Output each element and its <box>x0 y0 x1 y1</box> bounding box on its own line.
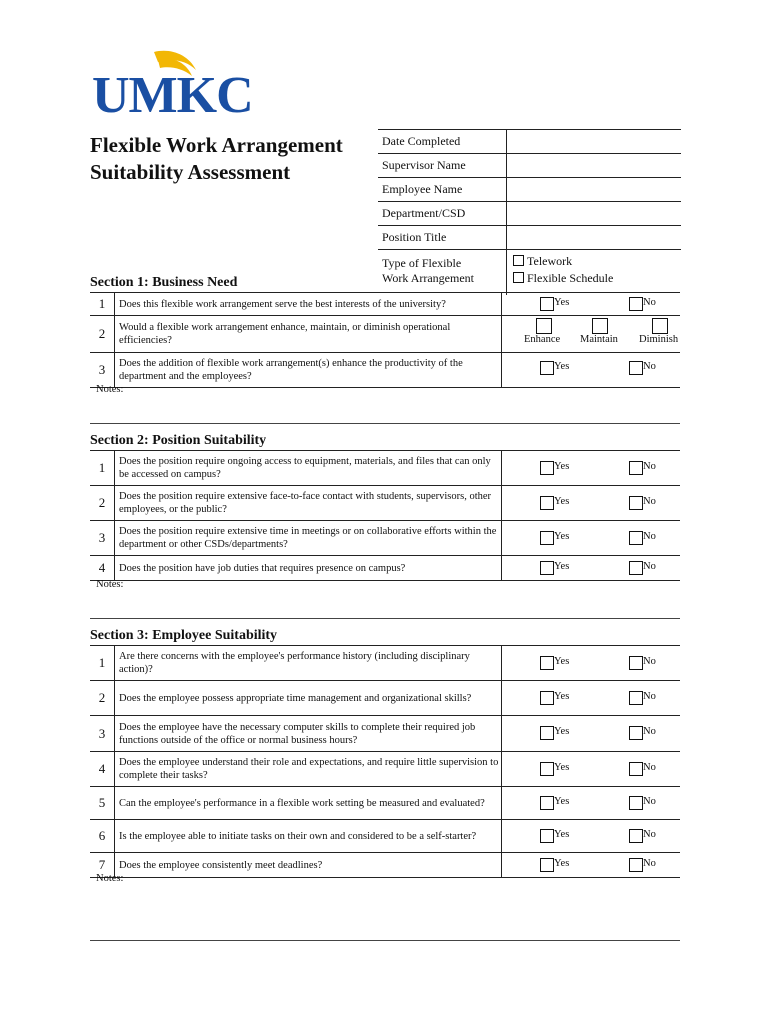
question-number: 3 <box>98 530 106 545</box>
no-checkbox[interactable] <box>629 496 643 510</box>
yes-label: Yes <box>554 796 570 807</box>
no-checkbox[interactable] <box>629 531 643 545</box>
page-title: Flexible Work Arrangement Suitability Assessment <box>90 133 343 184</box>
table-row <box>90 715 680 751</box>
no-checkbox[interactable] <box>629 829 643 843</box>
umkc-logo <box>92 48 253 124</box>
question-number: 2 <box>98 495 106 510</box>
field-label: Position Title <box>382 230 447 244</box>
no-label: No <box>643 858 656 869</box>
no-label: No <box>643 796 656 807</box>
question-number: 7 <box>98 857 106 872</box>
no-label: No <box>643 496 656 507</box>
question-number: 5 <box>98 795 106 810</box>
flexible-schedule-label: Flexible Schedule <box>527 271 614 285</box>
table-row <box>90 352 680 388</box>
no-label: No <box>643 691 656 702</box>
no-label: No <box>643 361 656 372</box>
section-3-notes-label: Notes: <box>96 873 124 884</box>
yes-checkbox[interactable] <box>540 829 554 843</box>
arrangement-type-row <box>378 249 681 295</box>
answer-cell <box>501 353 680 387</box>
field-label: Date Completed <box>382 134 461 148</box>
employee-name-row <box>378 177 681 201</box>
table-row <box>90 819 680 852</box>
answer-cell <box>501 316 680 352</box>
diminish-checkbox[interactable] <box>652 318 668 334</box>
arrangement-label-line1: Type of Flexible <box>382 256 462 270</box>
question-number: 2 <box>98 326 106 341</box>
no-label: No <box>643 762 656 773</box>
question-number: 1 <box>98 296 106 311</box>
yes-checkbox[interactable] <box>540 796 554 810</box>
yes-label: Yes <box>554 762 570 773</box>
department-field[interactable] <box>506 202 681 225</box>
no-checkbox[interactable] <box>629 726 643 740</box>
answer-cell <box>501 752 680 786</box>
question-number: 4 <box>98 560 106 575</box>
field-label: Department/CSD <box>382 206 466 220</box>
maintain-label: Maintain <box>580 334 618 345</box>
yes-checkbox[interactable] <box>540 726 554 740</box>
no-checkbox[interactable] <box>629 561 643 575</box>
field-label: Supervisor Name <box>382 158 466 172</box>
question-text: Does the position require ongoing access to equipment, materials, and files that can only be accessed on campus? <box>114 451 501 485</box>
no-label: No <box>643 829 656 840</box>
no-checkbox[interactable] <box>629 858 643 872</box>
yes-checkbox[interactable] <box>540 691 554 705</box>
department-row <box>378 201 681 225</box>
no-label: No <box>643 726 656 737</box>
yes-checkbox[interactable] <box>540 656 554 670</box>
yes-label: Yes <box>554 561 570 572</box>
answer-cell <box>501 556 680 580</box>
no-checkbox[interactable] <box>629 297 643 311</box>
question-text: Are there concerns with the employee's performance history (including disciplinary action)? <box>114 646 501 680</box>
enhance-label: Enhance <box>524 334 561 345</box>
yes-label: Yes <box>554 461 570 472</box>
answer-cell <box>501 486 680 520</box>
diminish-label: Diminish <box>639 334 679 345</box>
question-text: Does the employee consistently meet deadlines? <box>114 853 501 877</box>
no-checkbox[interactable] <box>629 361 643 375</box>
section-3-notes-line <box>90 940 680 941</box>
question-text: Would a flexible work arrangement enhance, maintain, or diminish operational efficiencies? <box>114 316 501 352</box>
question-text: Does the employee understand their role and expectations, and require little supervision to complete their tasks? <box>114 752 501 786</box>
answer-cell <box>501 646 680 680</box>
yes-label: Yes <box>554 496 570 507</box>
section-1-notes-label: Notes: <box>96 384 124 395</box>
supervisor-name-field[interactable] <box>506 154 681 177</box>
yes-label: Yes <box>554 297 570 308</box>
table-row <box>90 485 680 520</box>
telework-option[interactable] <box>513 253 681 270</box>
question-text: Does the position have job duties that requires presence on campus? <box>114 556 501 580</box>
telework-label: Telework <box>527 254 573 268</box>
table-row <box>90 786 680 819</box>
question-number: 1 <box>98 655 106 670</box>
yes-checkbox[interactable] <box>540 531 554 545</box>
enhance-checkbox[interactable] <box>536 318 552 334</box>
question-text: Does this flexible work arrangement serve the best interests of the university? <box>114 293 501 315</box>
no-label: No <box>643 531 656 542</box>
no-label: No <box>643 561 656 572</box>
flexible-schedule-option[interactable] <box>513 270 681 287</box>
flexible-schedule-checkbox[interactable] <box>513 272 524 283</box>
no-label: No <box>643 656 656 667</box>
answer-cell <box>501 681 680 715</box>
question-text: Is the employee able to initiate tasks on their own and considered to be a self-starter? <box>114 820 501 852</box>
section-2-table <box>90 450 680 581</box>
yes-label: Yes <box>554 691 570 702</box>
answer-cell <box>501 521 680 555</box>
yes-label: Yes <box>554 858 570 869</box>
maintain-checkbox[interactable] <box>592 318 608 334</box>
arrangement-label <box>378 250 506 295</box>
yes-checkbox[interactable] <box>540 361 554 375</box>
answer-cell <box>501 787 680 819</box>
table-row <box>90 450 680 485</box>
field-label: Employee Name <box>382 182 463 196</box>
section-3-table <box>90 645 680 878</box>
no-checkbox[interactable] <box>629 691 643 705</box>
section-1-notes-line <box>90 423 680 424</box>
no-checkbox[interactable] <box>629 796 643 810</box>
question-number: 3 <box>98 362 106 377</box>
question-text: Does the employee possess appropriate time management and organizational skills? <box>114 681 501 715</box>
table-row <box>90 292 680 315</box>
no-label: No <box>643 297 656 308</box>
section-1-table <box>90 292 680 388</box>
yes-checkbox[interactable] <box>540 858 554 872</box>
yes-label: Yes <box>554 531 570 542</box>
question-text: Does the employee have the necessary computer skills to complete their required job functions outside of the office or normal business hours? <box>114 716 501 751</box>
employee-name-field[interactable] <box>506 178 681 201</box>
yes-label: Yes <box>554 829 570 840</box>
table-row <box>90 645 680 680</box>
section-1-title: Section 1: Business Need <box>90 275 238 290</box>
position-title-field[interactable] <box>506 226 681 249</box>
table-row <box>90 315 680 352</box>
question-text: Can the employee's performance in a flexible work setting be measured and evaluated? <box>114 787 501 819</box>
arrangement-options <box>506 250 681 295</box>
table-row <box>90 751 680 786</box>
question-text: Does the position require extensive time in meetings or on collaborative efforts within the department or other CSDs/departments? <box>114 521 501 555</box>
table-row <box>90 520 680 555</box>
question-number: 4 <box>98 761 106 776</box>
table-row <box>90 555 680 581</box>
position-title-row <box>378 225 681 249</box>
question-text: Does the addition of flexible work arrangement(s) enhance the productivity of the department and the employees? <box>114 353 501 387</box>
logo-text: UMKC <box>92 67 253 124</box>
header-fields-table <box>378 129 681 295</box>
question-number: 3 <box>98 725 106 741</box>
yes-checkbox[interactable] <box>540 561 554 575</box>
yes-checkbox[interactable] <box>540 762 554 776</box>
answer-cell <box>501 853 680 877</box>
yes-label: Yes <box>554 361 570 372</box>
no-checkbox[interactable] <box>629 461 643 475</box>
question-text: Does the position require extensive face-to-face contact with students, supervisors, other employees, or the public? <box>114 486 501 520</box>
date-completed-field[interactable] <box>506 130 681 153</box>
section-2-notes-label: Notes: <box>96 579 124 590</box>
answer-cell <box>501 820 680 852</box>
question-number: 2 <box>98 690 106 705</box>
yes-label: Yes <box>554 656 570 667</box>
date-completed-row <box>378 129 681 153</box>
telework-checkbox[interactable] <box>513 255 524 266</box>
yes-checkbox[interactable] <box>540 461 554 475</box>
yes-checkbox[interactable] <box>540 496 554 510</box>
section-2-notes-line <box>90 618 680 619</box>
answer-cell <box>501 293 680 315</box>
yes-checkbox[interactable] <box>540 297 554 311</box>
yes-label: Yes <box>554 726 570 737</box>
no-label: No <box>643 461 656 472</box>
section-2-title: Section 2: Position Suitability <box>90 433 267 448</box>
section-3-title: Section 3: Employee Suitability <box>90 628 278 643</box>
question-number: 1 <box>98 460 106 475</box>
supervisor-name-row <box>378 153 681 177</box>
question-number: 6 <box>98 828 106 843</box>
answer-cell <box>501 451 680 485</box>
no-checkbox[interactable] <box>629 762 643 776</box>
arrangement-label-line2: Work Arrangement <box>382 271 475 285</box>
table-row <box>90 852 680 878</box>
no-checkbox[interactable] <box>629 656 643 670</box>
answer-cell <box>501 716 680 751</box>
table-row <box>90 680 680 715</box>
